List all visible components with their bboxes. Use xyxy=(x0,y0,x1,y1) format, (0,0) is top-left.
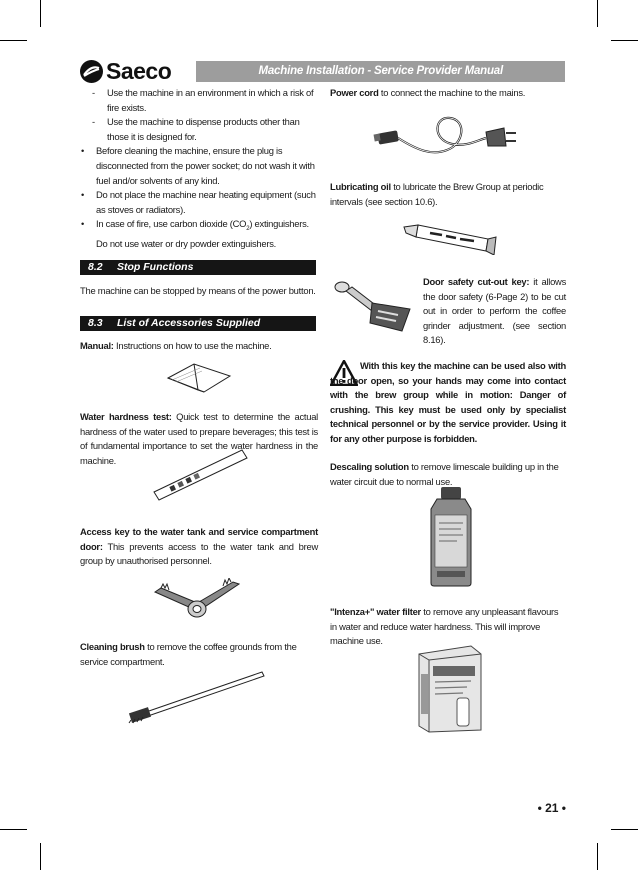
cleaning-brush-description xyxy=(80,640,318,669)
logo-text: Saeco xyxy=(106,58,172,84)
access-keys-icon xyxy=(151,578,243,623)
power-cord-description xyxy=(330,86,566,101)
page-number: • 21 • xyxy=(537,801,566,815)
descaling-description xyxy=(330,460,566,489)
section-heading-8-2 xyxy=(80,260,316,275)
section-heading-8-3 xyxy=(80,316,316,331)
crop-mark xyxy=(0,829,27,830)
item-label: Lubricating oil xyxy=(330,181,391,192)
section-number: 8.2 xyxy=(88,261,103,273)
item-label: Power cord xyxy=(330,87,379,98)
brand-logo xyxy=(79,59,194,85)
crop-mark xyxy=(611,40,638,41)
item-text: Quick test to determine the actual hardness of the water used to prepare beverages; this test is of fundamental importance to set the water hardness in the machine. xyxy=(80,411,319,466)
stop-text: The machine can be stopped by means of the power button. xyxy=(80,285,316,296)
water-filter-description xyxy=(330,605,566,649)
cleaning-brush-icon xyxy=(126,668,266,728)
test-strip-icon xyxy=(150,448,250,503)
door-safety-key-icon xyxy=(332,277,422,337)
item-label: Access key to the water tank and service compartment door: xyxy=(80,526,318,552)
saeco-logo-icon xyxy=(79,59,104,84)
crop-mark xyxy=(40,843,41,870)
item-text: to connect the machine to the mains. xyxy=(380,87,526,98)
page-title: Machine Installation - Service Provider Manual xyxy=(258,65,503,77)
list-item-text: In case of fire, use carbon dioxide (CO xyxy=(96,218,247,230)
list-item-text: ) extinguishers. Do not use water or dry powder extinguishers. xyxy=(96,218,309,249)
item-text: to lubricate the Brew Group at periodic intervals (see section 10.6). xyxy=(330,181,544,207)
crop-mark xyxy=(597,0,598,27)
item-text: to remove the coffee grounds from the service compartment. xyxy=(80,641,297,667)
section-number: 8.3 xyxy=(88,317,103,329)
crop-mark xyxy=(0,40,27,41)
list-item: - Use the machine in an environment in which a risk of fire exists. xyxy=(80,86,318,115)
item-text: to remove any unpleasant flavours in water and reduce water hardness. This will improve machine use. xyxy=(330,606,559,647)
item-label: "Intenza+" water filter xyxy=(330,606,421,617)
item-label: Descaling solution xyxy=(330,461,409,472)
list-item xyxy=(80,217,318,251)
list-item: • Do not place the machine near heating equipment (such as stoves or radiators). xyxy=(80,188,318,217)
section-title: List of Accessories Supplied xyxy=(117,317,261,329)
crop-mark xyxy=(40,0,41,27)
lubricating-oil-tube-icon xyxy=(400,215,500,255)
lubricating-oil-description xyxy=(330,180,566,209)
list-item: • Before cleaning the machine, ensure the plug is disconnected from the power socket; do not wash it with fuel and/or solvents of any kind. xyxy=(80,144,318,188)
crop-mark xyxy=(597,843,598,870)
warning-text: With this key the machine can be used also with the door open, so your hands may come into contact with the brew group while in motion: Danger of crushing. This key must be used only by specialist technical personnel or by the service provider. Using it for any other purpose is forbidden. xyxy=(330,360,566,444)
power-cord-icon xyxy=(372,110,522,160)
section-title: Stop Functions xyxy=(117,261,194,273)
list-item: - Use the machine to dispense products other than those it is designed for. xyxy=(80,115,318,144)
item-text: Instructions on how to use the machine. xyxy=(116,340,272,351)
item-text: to remove limescale building up in the water circuit due to normal use. xyxy=(330,461,559,487)
item-label: Manual: xyxy=(80,340,114,351)
manual-booklet-icon xyxy=(164,356,234,396)
item-label: Cleaning brush xyxy=(80,641,145,652)
door-key-description xyxy=(423,275,566,348)
subscript: 2 xyxy=(246,226,250,233)
restrictions-list xyxy=(80,86,318,251)
descaling-bottle-icon xyxy=(427,487,475,587)
access-key-description xyxy=(80,525,318,569)
crop-mark xyxy=(611,829,638,830)
item-text: This prevents access to the water tank and brew group by unauthorised personnel. xyxy=(80,540,318,567)
item-text: it allows the door safety (6-Page 2) to be cut out in order to perform the coffee grinder adjustment. (see section 8.16). xyxy=(423,276,567,346)
item-label: Water hardness test: xyxy=(80,411,172,422)
water-filter-box-icon xyxy=(415,644,485,734)
item-label: Door safety cut-out key: xyxy=(423,276,530,287)
manual-description xyxy=(80,339,318,354)
